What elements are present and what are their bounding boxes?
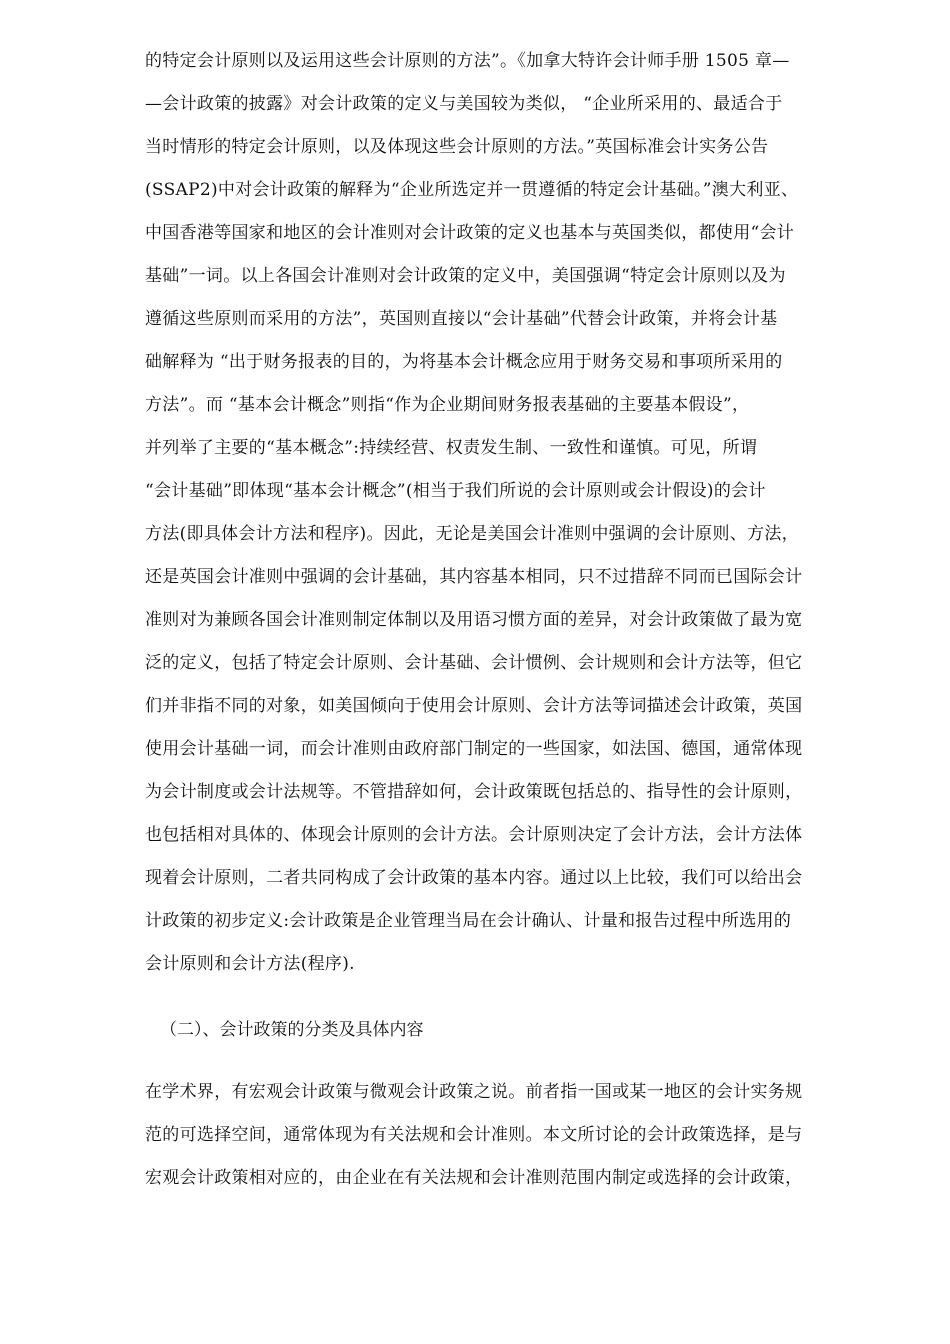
text-line: 泛的定义，包括了特定会计原则、会计基础、会计惯例、会计规则和会计方法等，但它 (145, 653, 803, 673)
text-line: 为会计制度或会计法规等。不管措辞如何，会计政策既包括总的、指导性的会计原则， (145, 782, 803, 802)
paragraph-accounting-policy-definitions (145, 40, 885, 986)
text-line: 计政策的初步定义:会计政策是企业管理当局在会计确认、计量和报告过程中所选用的 (145, 911, 792, 931)
text-line: 当时情形的特定会计原则，以及体现这些会计原则的方法。”英国标准会计实务公告 (145, 137, 769, 157)
text-line: —会计政策的披露》对会计政策的定义与美国较为类似， “企业所采用的、最适合于 (145, 94, 783, 114)
text-line: 现着会计原则，二者共同构成了会计政策的基本内容。通过以上比较，我们可以给出会 (145, 868, 803, 888)
text-line: 方法(即具体会计方法和程序)。因此，无论是美国会计准则中强调的会计原则、方法， (145, 524, 799, 544)
paragraph-macro-micro-policy (145, 1071, 885, 1200)
text-line: 也包括相对具体的、体现会计原则的会计方法。会计原则决定了会计方法，会计方法体 (145, 825, 803, 845)
text-line: 们并非指不同的对象，如美国倾向于使用会计原则、会计方法等词描述会计政策，英国 (145, 696, 803, 716)
text-line: 宏观会计政策相对应的，由企业在有关法规和会计准则范围内制定或选择的会计政策， (145, 1168, 803, 1188)
text-line: 准则对为兼顾各国会计准则制定体制以及用语习惯方面的差异，对会计政策做了最为宽 (145, 610, 803, 630)
text-line: 在学术界，有宏观会计政策与微观会计政策之说。前者指一国或某一地区的会计实务规 (145, 1082, 803, 1102)
section-heading: （二）、会计政策的分类及具体内容 (160, 1020, 424, 1040)
text-line: 方法”。而 “基本会计概念”则指“作为企业期间财务报表基础的主要基本假设”， (145, 395, 750, 415)
text-line: “会计基础”即体现“基本会计概念”(相当于我们所说的会计原则或会计假设)的会计 (145, 481, 766, 501)
text-line: 使用会计基础一词，而会计准则由政府部门制定的一些国家，如法国、德国，通常体现 (145, 739, 803, 759)
text-line: 范的可选择空间，通常体现为有关法规和会计准则。本文所讨论的会计政策选择，是与 (145, 1125, 803, 1145)
text-line: 并列举了主要的“基本概念”:持续经营、权责发生制、一致性和谨慎。可见，所谓 (145, 438, 758, 458)
text-line: 会计原则和会计方法(程序). (145, 954, 355, 974)
text-line: (SSAP2)中对会计政策的解释为“企业所选定并一贯遵循的特定会计基础。”澳大利亚、 (145, 180, 799, 200)
text-line: 基础”一词。以上各国会计准则对会计政策的定义中，美国强调“特定会计原则以及为 (145, 266, 786, 286)
text-line: 中国香港等国家和地区的会计准则对会计政策的定义也基本与英国类似，都使用“会计 (145, 223, 795, 243)
text-line: 遵循这些原则而采用的方法”，英国则直接以“会计基础”代替会计政策，并将会计基 (145, 309, 778, 329)
text-line: 还是英国会计准则中强调的会计基础，其内容基本相同，只不过措辞不同而已国际会计 (145, 567, 803, 587)
text-line: 的特定会计原则以及运用这些会计原则的方法”。《加拿大特许会计师手册 1505 章— (145, 51, 790, 71)
text-line: 础解释为 “出于财务报表的目的，为将基本会计概念应用于财务交易和事项所采用的 (145, 352, 783, 372)
